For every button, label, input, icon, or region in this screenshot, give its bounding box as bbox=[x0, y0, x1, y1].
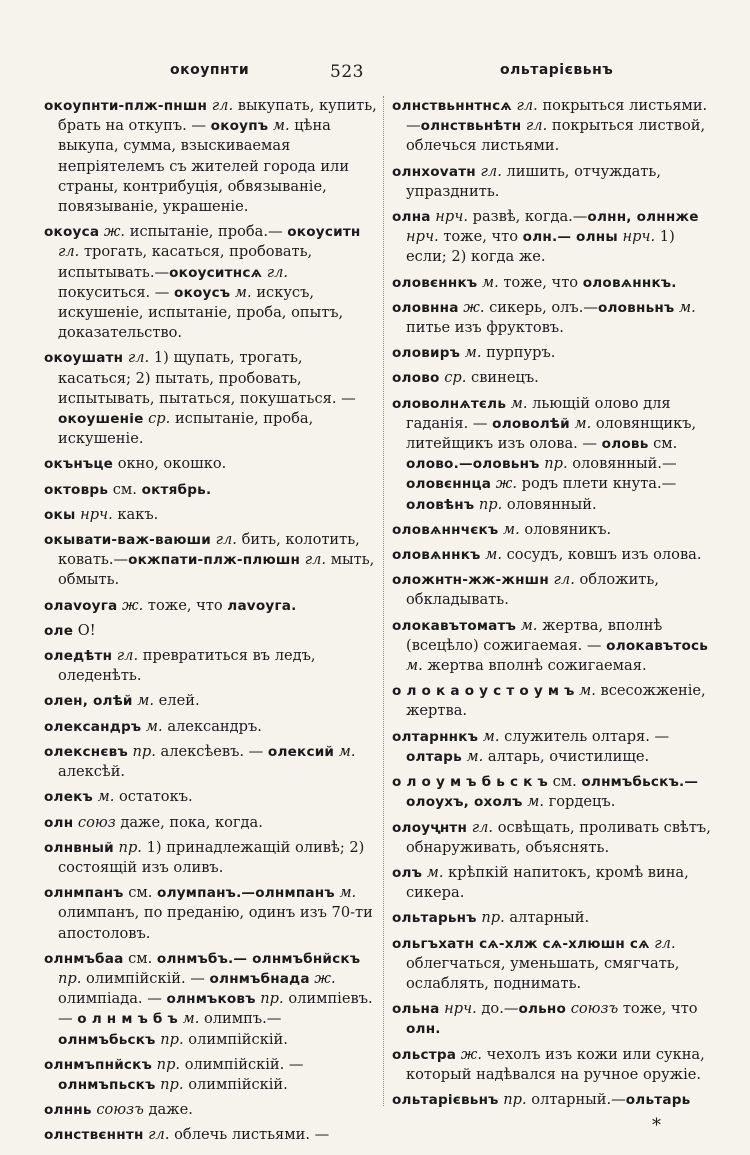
grammar-label: м. bbox=[230, 283, 257, 301]
dictionary-entry bbox=[392, 368, 720, 388]
dictionary-entry bbox=[392, 343, 720, 363]
grammar-label: пр. bbox=[58, 969, 87, 987]
dictionary-entry bbox=[44, 813, 377, 833]
definition-text: О! bbox=[73, 621, 96, 639]
dictionary-entry bbox=[44, 787, 377, 807]
definition-text: сикерь, олъ.— bbox=[489, 298, 598, 316]
definition-text: 1) щупать, трогать, касаться; 2) пытать, пробовать, испытывать, пытаться, покушаться. — bbox=[58, 349, 356, 407]
definition-text: покрыться листьями.— bbox=[406, 97, 708, 135]
grammar-label: м. bbox=[498, 520, 525, 538]
headword: оловѧннчєкъ bbox=[392, 521, 499, 538]
grammar-label: ж. bbox=[99, 223, 130, 241]
headword: лаvоуга. bbox=[227, 597, 297, 614]
definition-text: питье изъ фруктовъ. bbox=[406, 319, 564, 337]
definition-text: покрыться листвой, облечься листьями. bbox=[406, 117, 706, 155]
grammar-label: гл. bbox=[548, 571, 580, 589]
definition-text: пурпуръ. bbox=[486, 344, 556, 362]
headword: олнмъбаа bbox=[44, 950, 124, 967]
headword: олн bbox=[44, 814, 74, 831]
grammar-label: м. bbox=[177, 1010, 204, 1028]
definition-text: облечь листьями. — bbox=[174, 1126, 330, 1144]
grammar-label: м. bbox=[334, 884, 357, 902]
definition-text: даже, пока, когда. bbox=[120, 813, 263, 831]
dictionary-entry bbox=[392, 772, 720, 812]
definition-text: см. bbox=[108, 480, 142, 498]
headword: оловѧннкъ bbox=[392, 547, 481, 564]
definition-text: крѣпкій напитокъ, кромѣ вина, сикера. bbox=[406, 863, 689, 902]
dictionary-entry bbox=[44, 838, 377, 878]
definition-text: испытаніе, проба.— bbox=[129, 223, 288, 241]
headword: олексий bbox=[267, 743, 335, 760]
definition-text: олимпанъ, по преданію, одинъ изъ 70-ти апостоловъ. bbox=[58, 904, 373, 942]
definition-text: оловянный.— bbox=[572, 455, 677, 473]
headword: оловѣнъ bbox=[406, 496, 475, 513]
definition-text: алексѣевъ. — bbox=[160, 742, 268, 760]
dictionary-entry bbox=[392, 207, 720, 268]
right-column bbox=[392, 96, 720, 1115]
dictionary-entry bbox=[44, 454, 377, 474]
grammar-label: нрч. bbox=[430, 208, 473, 226]
grammar-label: гл. bbox=[123, 349, 154, 367]
definition-text: окно, окошко. bbox=[113, 455, 227, 473]
headword: олаvоуга bbox=[44, 597, 118, 614]
grammar-label: пр. bbox=[155, 1030, 189, 1048]
grammar-label: ж. bbox=[456, 1045, 487, 1063]
headword: олъ bbox=[392, 864, 423, 881]
definition-text: тоже, что bbox=[443, 228, 523, 246]
definition-text: испытаніе, проба, искушеніе. bbox=[58, 410, 314, 448]
headword: оловѧннкъ. bbox=[582, 274, 677, 291]
definition-text: превратиться въ ледъ, оледенѣть. bbox=[58, 647, 316, 685]
dictionary-entry bbox=[44, 949, 377, 1050]
dictionary-entry bbox=[44, 646, 377, 686]
headword: ольстра bbox=[392, 1046, 457, 1063]
grammar-label: м. bbox=[406, 657, 428, 675]
definition-text: алексѣй. bbox=[58, 763, 126, 781]
grammar-label: пр. bbox=[474, 495, 507, 513]
grammar-label: м. bbox=[522, 793, 549, 811]
grammar-label: гл. bbox=[649, 934, 676, 952]
definition-text: льющій олово для гаданія. — bbox=[406, 394, 671, 432]
headword: о л о у м ъ б ь с к ъ bbox=[392, 774, 548, 791]
grammar-label: м. bbox=[674, 298, 696, 316]
grammar-label: м. bbox=[477, 273, 504, 291]
definition-text: родъ плети кнута.— bbox=[521, 475, 677, 493]
definition-text: олимпійскій. — bbox=[86, 969, 210, 987]
grammar-label: ср. bbox=[439, 369, 472, 387]
definition-text: олимпійскій. — bbox=[184, 1055, 304, 1073]
definition-text: трогать, касаться, пробовать, испытывать.— bbox=[58, 243, 313, 281]
column-divider bbox=[383, 96, 385, 1106]
headword: олннь bbox=[44, 1102, 92, 1119]
grammar-label: нрч. bbox=[439, 1000, 482, 1018]
definition-text: даже. bbox=[148, 1101, 193, 1119]
headword: оловиръ bbox=[392, 345, 461, 362]
headword: олтарь bbox=[406, 748, 462, 765]
definition-text: цѣна выкупа, сумма, взыскиваемая непріятелемъ съ жителей города или страны, контрибуція, обвязываніе, повязываніе, украшеніе. bbox=[58, 117, 350, 216]
grammar-label: м. bbox=[574, 682, 601, 700]
definition-text: 1) принадлежащій оливѣ; 2) состоящій изъ оливъ. bbox=[58, 838, 365, 876]
definition-text: выкупать, купить, брать на откупъ. — bbox=[58, 97, 377, 135]
grammar-label: гл. bbox=[112, 647, 143, 665]
grammar-label: пр. bbox=[255, 990, 289, 1008]
dictionary-entry bbox=[44, 480, 377, 500]
definition-text: обложить, обкладывать. bbox=[406, 571, 659, 609]
headword: олнвный bbox=[44, 839, 114, 856]
definition-text: какъ. bbox=[117, 505, 159, 523]
grammar-label: м. bbox=[569, 414, 596, 432]
grammar-label: м. bbox=[460, 344, 487, 362]
grammar-label: м. bbox=[516, 616, 543, 634]
headword: о л о к а о у с т о у м ъ bbox=[392, 683, 575, 700]
grammar-label: м. bbox=[141, 717, 168, 735]
headword: олна bbox=[392, 209, 431, 226]
grammar-label: ж. bbox=[491, 475, 522, 493]
dictionary-entry bbox=[44, 717, 377, 737]
definition-text: развѣ, когда.— bbox=[472, 208, 588, 226]
headword: олнхоvатн bbox=[392, 163, 476, 180]
headword: оле bbox=[44, 622, 74, 639]
dictionary-entry bbox=[44, 596, 377, 616]
headword: олнмъпьскъ bbox=[58, 1076, 156, 1093]
dictionary-entry bbox=[44, 1125, 377, 1145]
dictionary-entry bbox=[44, 691, 377, 711]
headword: олнствьннтнсѧ bbox=[392, 98, 512, 114]
dictionary-entry bbox=[44, 96, 377, 217]
dictionary-entry bbox=[44, 1100, 377, 1120]
grammar-label: пр. bbox=[152, 1055, 185, 1073]
definition-text: гордецъ. bbox=[548, 793, 616, 811]
headword: оловь bbox=[601, 436, 649, 453]
headword: олекъ bbox=[44, 789, 93, 806]
grammar-label: нрч. bbox=[75, 505, 118, 523]
headword: оловньнъ bbox=[597, 299, 675, 316]
definition-text: всесожженіе, жертва. bbox=[406, 682, 706, 720]
grammar-label: нрч. bbox=[406, 228, 444, 246]
headword: ольгъхатн сѧ-хлж сѧ-хлюшн сѧ bbox=[392, 935, 650, 952]
headword: олнмъбьскъ bbox=[58, 1031, 156, 1048]
headword: олнмъпнйскъ bbox=[44, 1056, 153, 1073]
definition-text: тоже, что bbox=[622, 1000, 698, 1018]
footer-mark: * bbox=[652, 1115, 661, 1136]
definition-text: тоже, что bbox=[503, 273, 583, 291]
definition-text: облегчаться, уменьшать, смягчать, ослаблять, поднимать. bbox=[406, 954, 680, 992]
headword: окжпати-плж-плюшн bbox=[128, 552, 301, 569]
grammar-label: м. bbox=[461, 747, 488, 765]
dictionary-entry bbox=[44, 621, 377, 641]
grammar-label: союзъ bbox=[91, 1101, 149, 1119]
definition-text: олимпъ.— bbox=[203, 1010, 282, 1028]
grammar-label: гл. bbox=[210, 531, 242, 549]
definition-text: остатокъ. bbox=[119, 788, 193, 806]
grammar-label: м. bbox=[268, 117, 295, 135]
headword: оловєннца bbox=[406, 476, 492, 493]
definition-text: оловянный. bbox=[506, 495, 597, 513]
dictionary-entry bbox=[392, 616, 720, 677]
headword: олнствєннтн bbox=[44, 1127, 144, 1144]
headword: олекснєвъ bbox=[44, 743, 128, 760]
definition-text: служитель олтаря. — bbox=[504, 727, 670, 745]
dictionary-entry bbox=[392, 681, 720, 721]
dictionary-entry bbox=[392, 394, 720, 515]
definition-text: до.— bbox=[481, 1000, 519, 1018]
definition-text: сосудъ, ковшъ изъ олова. bbox=[506, 546, 702, 564]
headword: ольтарієвьнъ bbox=[392, 1091, 499, 1108]
definition-text: см. bbox=[648, 435, 678, 453]
grammar-label: союзъ bbox=[566, 1000, 623, 1018]
dictionary-entry bbox=[392, 727, 720, 767]
headword: олнмъбьскъ.— олоухъ, охолъ bbox=[406, 774, 699, 811]
grammar-label: гл. bbox=[300, 551, 331, 569]
grammar-label: м. bbox=[478, 727, 505, 745]
headword: октоврь bbox=[44, 481, 109, 498]
grammar-label: гл. bbox=[467, 818, 498, 836]
grammar-label: м. bbox=[480, 546, 507, 564]
page-header bbox=[40, 62, 720, 86]
headword: окоуса bbox=[44, 224, 100, 241]
headword: окывати-важ-ваюши bbox=[44, 532, 211, 549]
definition-text: освѣщать, проливать свѣтъ, обнаруживать, объяснять. bbox=[406, 818, 711, 856]
dictionary-entry bbox=[392, 934, 720, 995]
headword: ольна bbox=[392, 1001, 440, 1018]
definition-text: оловянщикъ, литейщикъ изъ олова. — bbox=[406, 414, 697, 453]
grammar-label: гл. bbox=[475, 162, 507, 180]
grammar-label: пр. bbox=[476, 909, 510, 927]
definition-text: олимпіада. — bbox=[58, 990, 167, 1008]
headword: олн. bbox=[406, 1021, 441, 1038]
definition-text: олтарный.— bbox=[531, 1090, 626, 1108]
headword: ольтарьнъ bbox=[392, 910, 477, 927]
headword: окоусъ bbox=[174, 284, 231, 301]
dictionary-entry bbox=[44, 883, 377, 944]
definition-text: олимпійскій. bbox=[188, 1030, 288, 1048]
definition-text: лишить, отчуждать, упразднить. bbox=[406, 162, 661, 200]
definition-text: см. bbox=[123, 884, 158, 902]
definition-text: см. bbox=[547, 773, 582, 791]
definition-text: чехолъ изъ кожи или сукна, который надѣвался на ручное оружіе. bbox=[406, 1045, 705, 1083]
grammar-label: пр. bbox=[498, 1090, 532, 1108]
headword: олександръ bbox=[44, 718, 142, 735]
definition-text: тоже, что bbox=[147, 596, 228, 614]
dictionary-entry bbox=[392, 273, 720, 293]
dictionary-entry bbox=[44, 222, 377, 343]
dictionary-entry bbox=[44, 742, 377, 782]
grammar-label: пр. bbox=[155, 1075, 189, 1093]
definition-text: искусъ, искушеніе, испытаніе, проба, опытъ, доказательство. bbox=[58, 283, 344, 342]
headword: октябрь. bbox=[141, 481, 212, 498]
dictionary-entry bbox=[392, 1045, 720, 1085]
grammar-label: пр. bbox=[539, 455, 573, 473]
definition-text: александръ. bbox=[167, 717, 262, 735]
headword: олен, олѣй bbox=[44, 693, 133, 710]
headword: окы bbox=[44, 506, 76, 523]
dictionary-entry bbox=[392, 863, 720, 903]
definition-text: алтарь, очистилище. bbox=[487, 747, 650, 765]
headword: олтарннкъ bbox=[392, 728, 479, 745]
headword: оловнна bbox=[392, 299, 459, 316]
headword: окоуситнсѧ bbox=[169, 264, 263, 281]
headword: олнмъбнада bbox=[209, 970, 310, 987]
definition-text: жертва вполнѣ сожигаемая. bbox=[427, 657, 647, 675]
grammar-label: нрч. bbox=[617, 228, 660, 246]
definition-text: бить, колотить, ковать.— bbox=[58, 531, 360, 569]
dictionary-entry bbox=[44, 348, 377, 449]
grammar-label: пр. bbox=[127, 742, 161, 760]
dictionary-entry bbox=[392, 818, 720, 858]
dictionary-entry bbox=[392, 570, 720, 610]
grammar-label: м. bbox=[422, 863, 449, 881]
grammar-label: ж. bbox=[458, 298, 490, 316]
headword: олово.—оловьнъ bbox=[406, 456, 540, 473]
grammar-label: гл. bbox=[207, 97, 238, 114]
grammar-label: м. bbox=[506, 394, 533, 412]
dictionary-entry bbox=[392, 298, 720, 338]
headword: оледѣтн bbox=[44, 648, 113, 665]
headword: ольтарь bbox=[625, 1091, 691, 1108]
definition-text: жертва, вполнѣ (всецѣло) сожигаемая. — bbox=[406, 616, 663, 654]
headword: олнн, олннже bbox=[587, 209, 699, 226]
headword: ольно bbox=[518, 1001, 567, 1018]
headword: окоупъ bbox=[210, 118, 269, 135]
headword: окоуситн bbox=[287, 224, 361, 241]
grammar-label: гл. bbox=[262, 263, 289, 281]
grammar-label: м. bbox=[334, 742, 356, 760]
grammar-label: гл. bbox=[143, 1126, 175, 1144]
dictionary-entry bbox=[44, 530, 377, 591]
headword: олнмъбъ.— олнмъбнйскъ bbox=[156, 950, 361, 967]
grammar-label: м. bbox=[132, 692, 159, 710]
definition-text: 1) если; 2) когда же. bbox=[406, 228, 675, 266]
definition-text: оловяникъ. bbox=[524, 520, 612, 538]
headword: олово bbox=[392, 370, 440, 387]
headword: олнмпанъ bbox=[44, 885, 124, 902]
headword: оловєннкъ bbox=[392, 274, 478, 291]
grammar-label: м. bbox=[92, 788, 119, 806]
headword: окоупнти-плж-пншн bbox=[44, 98, 208, 114]
dictionary-entry bbox=[392, 908, 720, 928]
headword: окънъце bbox=[44, 456, 114, 473]
dictionary-entry bbox=[392, 999, 720, 1039]
grammar-label: ж. bbox=[117, 596, 148, 614]
grammar-label: союз bbox=[73, 813, 121, 831]
definition-text: алтарный. bbox=[509, 909, 590, 927]
dictionary-entry bbox=[44, 1055, 377, 1095]
grammar-label: ж. bbox=[309, 969, 336, 987]
dictionary-entry bbox=[392, 96, 720, 157]
headword: олн.— олны bbox=[522, 229, 618, 246]
headword: олнствьнѣтн bbox=[420, 118, 522, 135]
definition-text: олимпійскій. bbox=[188, 1075, 288, 1093]
headword: оловолнѧтєль bbox=[392, 395, 507, 412]
headword: оложнтн-жж-жншн bbox=[392, 572, 549, 589]
grammar-label: пр. bbox=[113, 838, 147, 856]
definition-text: свинецъ. bbox=[471, 369, 539, 387]
headword: олумпанъ.—олнмпанъ bbox=[157, 885, 335, 902]
dictionary-entry bbox=[392, 162, 720, 202]
headword: олоуҷнтн bbox=[392, 819, 468, 836]
definition-text: елей. bbox=[158, 692, 200, 710]
grammar-label: ср. bbox=[143, 410, 175, 428]
headword: окоушеніе bbox=[58, 411, 144, 428]
headword: окоушатн bbox=[44, 350, 124, 367]
header-left-word: окоупнти bbox=[170, 62, 250, 78]
headword: олокавътоматъ bbox=[392, 617, 517, 634]
dictionary-entry bbox=[392, 1090, 720, 1110]
headword: оловолѣй bbox=[492, 415, 570, 432]
headword: олнмъковъ bbox=[166, 991, 256, 1008]
dictionary-entry bbox=[44, 505, 377, 525]
grammar-label: гл. bbox=[521, 117, 552, 135]
headword: олокавътось bbox=[606, 637, 709, 654]
definition-text: покуситься. — bbox=[58, 283, 175, 301]
page-number: 523 bbox=[330, 62, 364, 82]
header-right-word: ольтарієвьнъ bbox=[500, 62, 614, 78]
left-column bbox=[44, 96, 377, 1151]
grammar-label: гл. bbox=[511, 97, 543, 114]
dictionary-entry bbox=[392, 520, 720, 540]
dictionary-entry bbox=[392, 545, 720, 565]
definition-text: мыть, обмыть. bbox=[58, 551, 375, 589]
grammar-label: гл. bbox=[58, 243, 84, 261]
headword: о л н м ъ б ъ bbox=[77, 1011, 178, 1028]
definition-text: олимпіевъ.— bbox=[58, 990, 373, 1028]
definition-text: см. bbox=[123, 949, 157, 967]
